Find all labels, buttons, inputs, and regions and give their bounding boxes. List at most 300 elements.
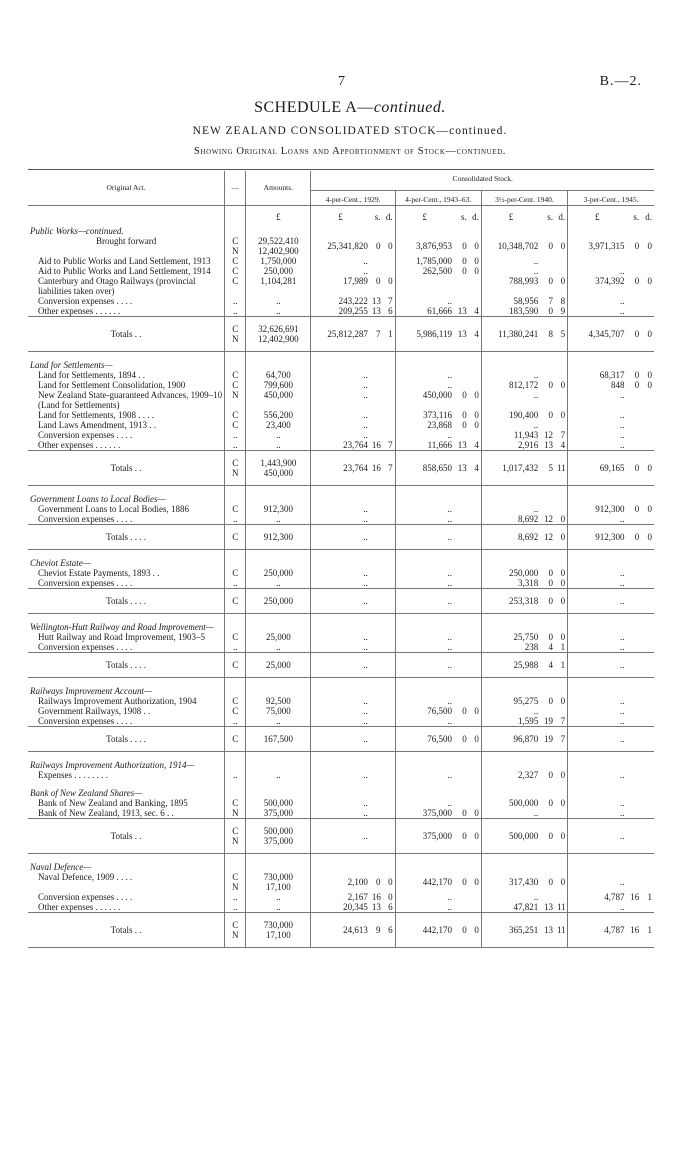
stock-pounds (481, 780, 540, 798)
stock-pounds: .. (481, 390, 540, 410)
amount-cell: 912,300 (246, 525, 311, 550)
stock-pounds: 23,764 (311, 451, 370, 486)
cn-cell: C N (225, 451, 246, 486)
amount-cell (246, 486, 311, 505)
stock-shillings: 16 (371, 892, 381, 902)
currency-act (28, 206, 225, 223)
cn-cell (225, 550, 246, 569)
stock-pence: 0 (474, 410, 479, 420)
currency-pence: d. (385, 212, 393, 222)
stock-pence (555, 808, 568, 819)
stock-pounds: .. (395, 632, 454, 642)
stock-pounds: 1,595 (481, 716, 540, 727)
currency-pence: d. (558, 212, 566, 222)
stock-pence (382, 514, 395, 525)
stock-shillings: 0 (454, 913, 469, 948)
stock-pounds: 2,916 (481, 440, 540, 451)
stock-shillings: 0 (462, 706, 467, 716)
stock-shillings (626, 222, 641, 236)
stock-pence (382, 752, 395, 771)
totals-row (28, 653, 654, 678)
currency-pound: £ (568, 206, 627, 223)
stock-pence (641, 430, 654, 440)
stock-pounds: .. (568, 296, 627, 306)
amount-cell: 1,750,000 (246, 256, 311, 266)
amount-cell: .. (246, 578, 311, 589)
stock-shillings (540, 370, 555, 380)
header-4pc-1943: 4-per-Cent., 1943–63. (395, 191, 481, 206)
stock-pence: 0 (555, 819, 568, 854)
stock-pence: 0 (388, 877, 393, 887)
stock-shillings (370, 486, 383, 505)
stock-pounds: .. (395, 514, 454, 525)
stock-shillings (454, 222, 469, 236)
stock-pounds: .. (481, 504, 540, 514)
stock-pounds: .. (395, 504, 454, 514)
stock-shillings (540, 892, 555, 902)
stock-pounds (481, 678, 540, 697)
header-original-act: Original Act. (28, 171, 225, 206)
stock-pence (469, 678, 482, 697)
stock-pence: 4 (474, 306, 479, 316)
stock-pounds: .. (311, 266, 370, 276)
stock-pounds: .. (395, 770, 454, 780)
stock-shillings (540, 808, 555, 819)
stock-pounds: .. (481, 420, 540, 430)
row-label: Land for Settlement Consolidation, 1900 (38, 380, 186, 390)
stock-pounds (481, 550, 540, 569)
stock-pounds: 23,764 (311, 440, 370, 451)
stock-pence (641, 727, 654, 752)
stock-shillings: 0 (462, 256, 467, 266)
stock-pence (641, 642, 654, 653)
stock-pounds: .. (568, 578, 627, 589)
header-3half-1940: 3½-per-Cent. 1940. (481, 191, 567, 206)
stock-pence (469, 514, 482, 525)
stock-pence (469, 589, 482, 614)
stock-pence (382, 727, 395, 752)
stock-shillings (626, 486, 641, 505)
amount-cell: 250,000 (246, 568, 311, 578)
stock-pence: 0 (474, 877, 479, 887)
amount-cell: 250,000 (246, 266, 311, 276)
cn-cell: C (225, 256, 246, 266)
stock-shillings: 0 (548, 632, 553, 642)
stock-shillings: 12 (543, 430, 553, 440)
stock-pounds: .. (568, 306, 627, 317)
stock-pounds: .. (311, 696, 370, 706)
amount-cell (246, 222, 311, 236)
stock-shillings: 0 (548, 568, 553, 578)
cn-cell: C (225, 504, 246, 514)
row-label: Conversion expenses . . . . (38, 892, 133, 902)
stock-pence: 0 (641, 317, 654, 352)
stock-shillings: 0 (548, 306, 553, 316)
stock-pence (469, 568, 482, 578)
stock-pence (382, 390, 395, 410)
stock-shillings: 0 (634, 504, 640, 514)
stock-pence: 7 (382, 451, 395, 486)
stock-shillings (370, 568, 383, 578)
stock-pounds: .. (568, 819, 627, 854)
stock-pence (382, 420, 395, 430)
stock-pence (555, 854, 568, 873)
stock-pounds: 1,017,432 (481, 451, 540, 486)
stock-pence: 0 (474, 256, 479, 266)
stock-shillings (370, 752, 383, 771)
stock-pence (469, 352, 482, 371)
stock-shillings: 0 (462, 266, 467, 276)
row-label: Totals . . (28, 913, 225, 948)
cn-cell: C N (225, 819, 246, 854)
stock-shillings (370, 678, 383, 697)
stock-pence (382, 370, 395, 380)
stock-pounds: .. (395, 296, 454, 306)
row-label: Bank of New Zealand and Banking, 1895 (38, 798, 188, 808)
stock-pence (555, 352, 568, 371)
stock-pence (382, 550, 395, 569)
section-heading-row (28, 550, 654, 569)
stock-pence (641, 440, 654, 451)
stock-pounds: 25,812,287 (311, 317, 370, 352)
stock-pounds (568, 550, 627, 569)
stock-pence: 5 (555, 317, 568, 352)
table-row (28, 266, 654, 276)
stock-pence (469, 752, 482, 771)
cn-cell: .. (225, 430, 246, 440)
stock-pence (382, 632, 395, 642)
stock-pence: 4 (474, 440, 479, 450)
amount-cell: 64,700 (246, 370, 311, 380)
stock-pence: 0 (560, 514, 566, 524)
stock-pence (641, 614, 654, 633)
cn-cell (225, 854, 246, 873)
stock-pence (641, 256, 654, 266)
stock-shillings (540, 504, 555, 514)
stock-pence: 0 (560, 241, 566, 251)
stock-pence (469, 632, 482, 642)
stock-shillings: 0 (548, 696, 553, 706)
amount-cell: 500,000 (246, 798, 311, 808)
stock-shillings (626, 614, 641, 633)
stock-pounds (568, 222, 627, 236)
stock-shillings: 0 (626, 451, 641, 486)
stock-shillings: 0 (626, 317, 641, 352)
stock-pounds: .. (395, 568, 454, 578)
stock-shillings (370, 798, 383, 808)
cn-cell: .. (225, 440, 246, 451)
stock-pounds: .. (568, 568, 627, 578)
stock-pence: 1 (641, 913, 654, 948)
stock-pounds: 190,400 (481, 410, 540, 420)
stock-pence (469, 486, 482, 505)
row-label: Conversion expenses . . . . (38, 296, 133, 306)
stock-pence (382, 266, 395, 276)
stock-shillings (626, 390, 641, 410)
stock-pence (641, 266, 654, 276)
stock-pounds: 23,868 (395, 420, 454, 430)
row-label: Expenses . . . . . . . . (38, 770, 108, 780)
stock-shillings: 13 (371, 296, 381, 306)
row-label: Conversion expenses . . . . (38, 578, 133, 588)
stock-pounds: .. (395, 642, 454, 653)
amount-cell: 25,000 (246, 653, 311, 678)
stock-pounds: .. (395, 798, 454, 808)
stock-pence (382, 780, 395, 798)
stock-shillings (626, 632, 641, 642)
stock-shillings (540, 678, 555, 697)
stock-shillings (626, 854, 641, 873)
cn-cell: C (225, 568, 246, 578)
amount-cell: 912,300 (246, 504, 311, 514)
stock-pence (555, 550, 568, 569)
stock-pence (641, 352, 654, 371)
stock-pounds: .. (568, 696, 627, 706)
stock-pence (555, 420, 568, 430)
page-header (0, 74, 700, 94)
stock-shillings (370, 410, 383, 420)
stock-shillings (540, 266, 555, 276)
stock-pence (469, 892, 482, 902)
table-row (28, 892, 654, 902)
stock-pounds: .. (311, 589, 370, 614)
table-row (28, 808, 654, 819)
stock-pence: 0 (560, 578, 566, 588)
stock-pence (641, 578, 654, 589)
stock-shillings: 5 (540, 451, 555, 486)
stock-pounds (395, 678, 454, 697)
stock-pounds: .. (568, 440, 627, 451)
stock-shillings (626, 256, 641, 266)
stock-shillings (626, 410, 641, 420)
stock-pence (555, 390, 568, 410)
table-row (28, 370, 654, 380)
stock-pence: 0 (388, 241, 393, 251)
section-heading: Cheviot Estate— (30, 558, 91, 568)
section-heading-row (28, 222, 654, 236)
stock-shillings: 13 (457, 440, 467, 450)
stock-pounds: .. (311, 380, 370, 390)
stock-pence (555, 752, 568, 771)
stock-shillings: 0 (548, 877, 553, 887)
stock-pence (382, 716, 395, 727)
stock-pence: 0 (641, 525, 654, 550)
row-label: Land Laws Amendment, 1913 . . (38, 420, 156, 430)
stock-pence: 7 (560, 430, 566, 440)
stock-pounds: 76,500 (395, 706, 454, 716)
stock-pence (641, 678, 654, 697)
stock-pounds: .. (395, 370, 454, 380)
stock-pence: 0 (474, 390, 479, 400)
stock-shillings (370, 256, 383, 266)
row-label: Land for Settlements, 1908 . . . . (38, 410, 154, 420)
stock-pence: 7 (555, 727, 568, 752)
stock-pounds: 96,870 (481, 727, 540, 752)
amount-cell: .. (246, 430, 311, 440)
cn-cell: .. (225, 296, 246, 306)
row-label: New Zealand State-guaranteed Advances, 1909–10 (Land for Settlements) (38, 390, 223, 410)
stock-shillings (540, 614, 555, 633)
currency-shillings: s. (633, 212, 640, 222)
stock-pence: 0 (469, 819, 482, 854)
row-label: Totals . . (28, 451, 225, 486)
stock-pounds: 10,348,702 (481, 236, 540, 256)
table-row (28, 872, 654, 892)
currency-pence: d. (472, 212, 479, 222)
stock-shillings: 0 (462, 877, 467, 887)
stock-pence (382, 653, 395, 678)
stock-pence: 0 (474, 808, 479, 818)
stock-pounds: 8,692 (481, 514, 540, 525)
stock-shillings (454, 798, 469, 808)
stock-shillings (540, 352, 555, 371)
stock-shillings (626, 514, 641, 525)
stock-shillings (454, 696, 469, 706)
stock-pounds: 788,993 (481, 276, 540, 296)
stock-pence (469, 276, 482, 296)
stock-pence: 0 (555, 525, 568, 550)
stock-pence: 8 (560, 296, 566, 306)
amount-cell: 92,500 (246, 696, 311, 706)
cn-cell (225, 222, 246, 236)
stock-pence: 7 (388, 296, 393, 306)
stock-pounds: 25,341,820 (311, 236, 370, 256)
stock-pounds (395, 352, 454, 371)
stock-pence (382, 642, 395, 653)
stock-pence: 0 (647, 241, 652, 251)
totals-row (28, 451, 654, 486)
stock-pounds: .. (568, 798, 627, 808)
stock-shillings: 0 (548, 770, 553, 780)
stock-shillings (626, 578, 641, 589)
stock-pence (469, 380, 482, 390)
page-reference: B.—2. (599, 74, 642, 89)
stock-shillings: 0 (462, 420, 467, 430)
stock-pounds: .. (311, 504, 370, 514)
stock-shillings (454, 486, 469, 505)
stock-pence: 0 (560, 877, 566, 887)
stock-pounds: .. (568, 420, 627, 430)
stock-pence: 6 (388, 902, 393, 912)
stock-pounds: 3,318 (481, 578, 540, 589)
stock-shillings (626, 696, 641, 706)
stock-pence (555, 678, 568, 697)
amount-cell: .. (246, 902, 311, 913)
amount-cell: 450,000 (246, 390, 311, 410)
cn-cell (225, 780, 246, 798)
table-row (28, 306, 654, 317)
cn-cell (225, 352, 246, 371)
stock-pence (555, 780, 568, 798)
stock-pence (641, 222, 654, 236)
stock-pounds: 375,000 (395, 819, 454, 854)
stock-shillings: 0 (548, 410, 553, 420)
stock-pence (382, 696, 395, 706)
stock-shillings: 19 (540, 727, 555, 752)
cn-cell: C (225, 727, 246, 752)
stock-shillings (454, 578, 469, 589)
stock-pence (382, 578, 395, 589)
stock-shillings: 16 (630, 892, 640, 902)
stock-shillings: 16 (371, 440, 381, 450)
schedule-body (28, 206, 654, 948)
stock-shillings (454, 614, 469, 633)
stock-shillings (454, 514, 469, 525)
stock-pence (382, 380, 395, 390)
stock-pence (555, 706, 568, 716)
stock-shillings (370, 370, 383, 380)
amount-cell (246, 752, 311, 771)
table-row (28, 380, 654, 390)
stock-pence (641, 798, 654, 808)
stock-shillings (540, 550, 555, 569)
currency-shillings: s. (374, 212, 381, 222)
stock-pounds: .. (311, 390, 370, 410)
row-label: Hutt Railway and Road Improvement, 1903–5 (38, 632, 205, 642)
stock-pounds: 69,165 (568, 451, 627, 486)
stock-pounds: .. (481, 808, 540, 819)
cn-cell: C (225, 370, 246, 380)
title-main: SCHEDULE A— (254, 99, 374, 116)
row-label: Brought forward (95, 236, 157, 246)
stock-shillings (626, 306, 641, 317)
amount-cell: 1,104,281 (246, 276, 311, 296)
table-row (28, 410, 654, 420)
stock-pence: 0 (469, 913, 482, 948)
stock-pounds: .. (311, 770, 370, 780)
stock-pounds: .. (311, 410, 370, 420)
stock-shillings (626, 678, 641, 697)
stock-pounds: 17,989 (311, 276, 370, 296)
stock-pence (641, 306, 654, 317)
stock-shillings (540, 706, 555, 716)
amount-cell: .. (246, 770, 311, 780)
stock-pence (641, 819, 654, 854)
stock-pounds: .. (395, 525, 454, 550)
stock-pounds: .. (568, 770, 627, 780)
stock-pence (382, 410, 395, 420)
stock-shillings (370, 514, 383, 525)
schedule-title (0, 99, 700, 117)
stock-pence (382, 706, 395, 716)
stock-pounds: .. (311, 430, 370, 440)
currency-pence: d. (645, 212, 652, 222)
stock-pounds: 1,785,000 (395, 256, 454, 266)
cn-cell: C (225, 653, 246, 678)
stock-pounds: 317,430 (481, 872, 540, 892)
row-label: Totals . . (28, 819, 225, 854)
row-label: Other expenses . . . . . . (38, 306, 121, 316)
stock-shillings (626, 798, 641, 808)
stock-pounds: .. (395, 430, 454, 440)
stock-pence (555, 892, 568, 902)
stock-shillings (454, 430, 469, 440)
stock-pounds (395, 752, 454, 771)
stock-shillings (454, 568, 469, 578)
cn-cell: C (225, 589, 246, 614)
stock-pence (469, 854, 482, 873)
stock-pence (469, 430, 482, 440)
stock-shillings (370, 632, 383, 642)
stock-shillings: 7 (548, 296, 553, 306)
row-label: Naval Defence, 1909 . . . . (38, 872, 133, 882)
stock-shillings (626, 819, 641, 854)
stock-shillings: 0 (540, 819, 555, 854)
amount-cell: .. (246, 642, 311, 653)
stock-pounds: .. (568, 653, 627, 678)
stock-pounds (481, 352, 540, 371)
table-row (28, 440, 654, 451)
